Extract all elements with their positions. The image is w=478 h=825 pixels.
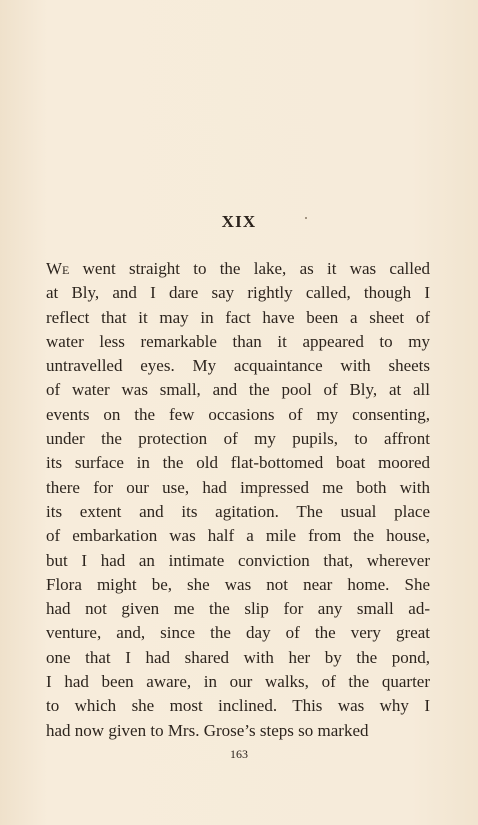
text-line-8: under the protection of my pupils, to affront xyxy=(46,429,430,449)
text-line-14: Flora might be, she was not near home. She xyxy=(46,574,430,594)
text-line-4: water less remarkable than it appeared to my xyxy=(46,331,430,351)
paper-speck xyxy=(305,217,307,219)
first-line-rest: went straight to the lake, as it was called xyxy=(69,259,430,278)
body-text xyxy=(46,257,430,743)
smallcaps-letters: e xyxy=(62,259,70,278)
text-line-18: I had been aware, in our walks, of the quarter xyxy=(46,672,430,692)
page-number: 163 xyxy=(230,747,248,761)
text-line-12: of embarkation was half a mile from the house, xyxy=(46,526,430,546)
text-line-6: of water was small, and the pool of Bly, at all xyxy=(46,380,430,400)
text-line-11: its extent and its agitation. The usual place xyxy=(46,501,430,521)
text-line-9: its surface in the old flat-bottomed boat moored xyxy=(46,453,430,473)
dropcap-letter: W xyxy=(46,259,63,278)
chapter-heading: XIX xyxy=(221,212,257,231)
text-line-7: events on the few occasions of my consenting, xyxy=(46,404,430,424)
text-line-13: but I had an intimate conviction that, wherever xyxy=(46,550,430,570)
text-line-15: had not given me the slip for any small ad- xyxy=(46,599,430,619)
text-line-16: venture, and, since the day of the very great xyxy=(46,623,430,643)
text-line-17: one that I had shared with her by the pond, xyxy=(46,647,430,667)
text-line-2: at Bly, and I dare say rightly called, though I xyxy=(46,283,430,303)
text-line-19: to which she most inclined. This was why I xyxy=(46,696,430,716)
text-line-10: there for our use, had impressed me both with xyxy=(46,477,430,497)
text-line-20: had now given to Mrs. Grose’s steps so marked xyxy=(46,720,369,740)
text-line-3: reflect that it may in fact have been a sheet of xyxy=(46,307,430,327)
text-line-5: untravelled eyes. My acquaintance with sheets xyxy=(46,356,430,376)
text-line-1 xyxy=(46,257,430,281)
